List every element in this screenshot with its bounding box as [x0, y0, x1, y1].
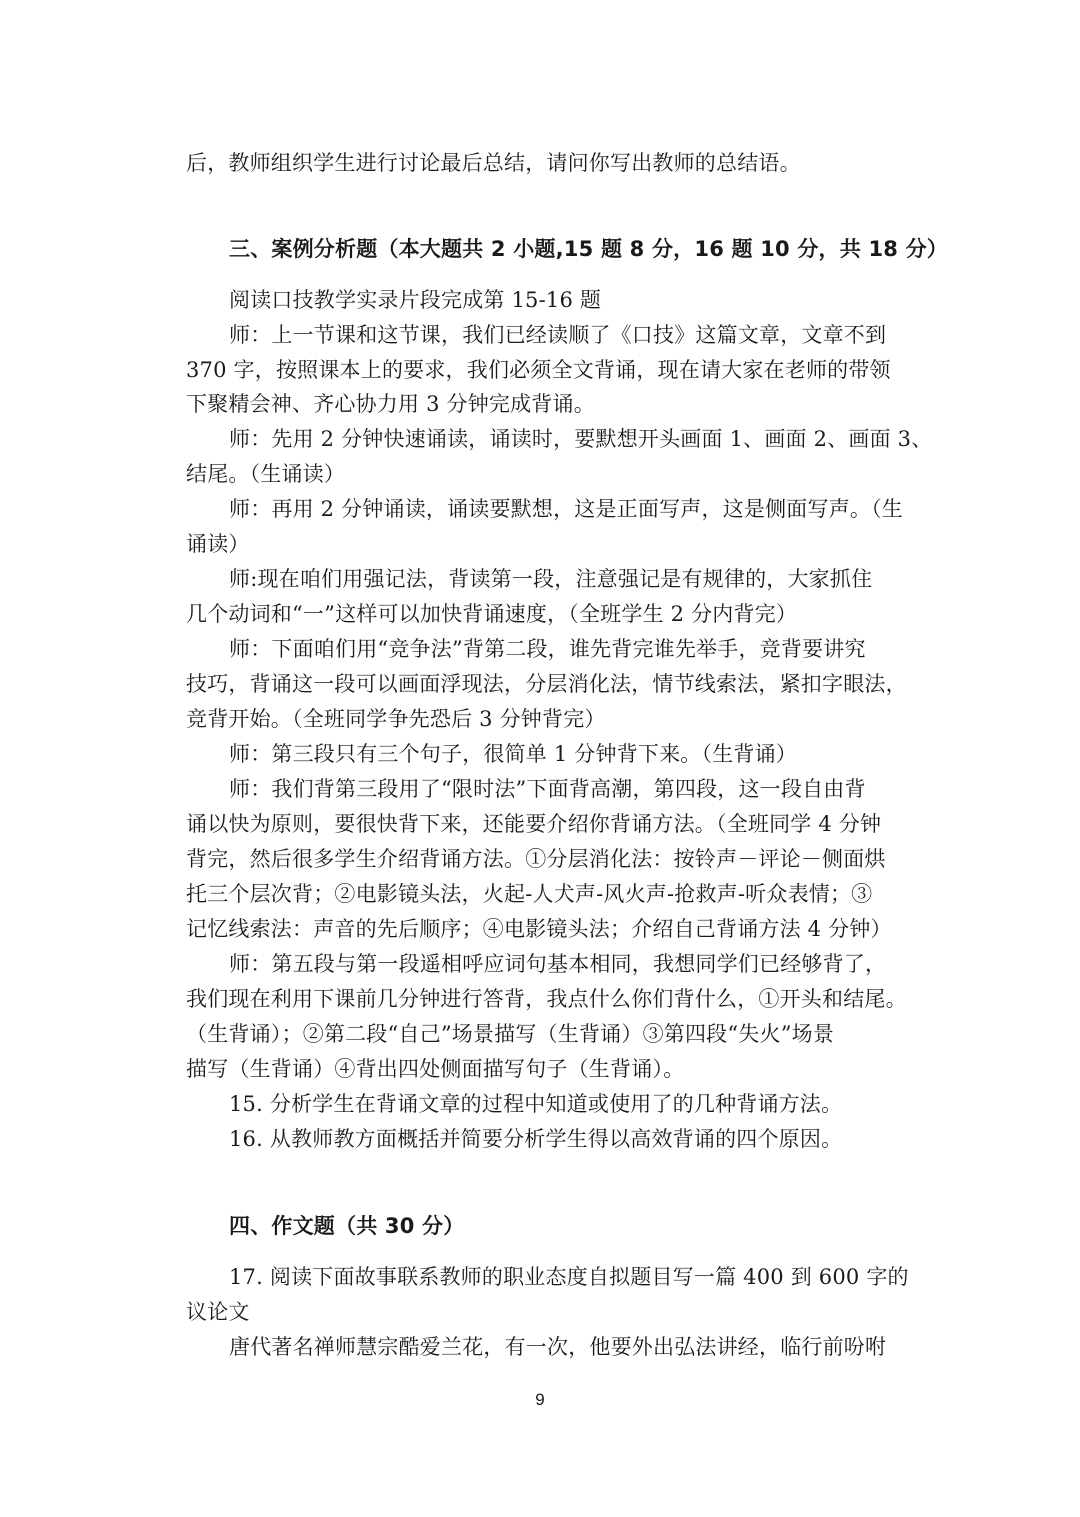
text-line: 竞背开始。（全班同学争先恐后 3 分钟背完） — [186, 707, 606, 731]
text-line: 描写（生背诵）④背出四处侧面描写句子（生背诵）。 — [186, 1057, 685, 1081]
text-line: 议论文 — [186, 1300, 250, 1324]
text-line: 几个动词和“一”这样可以加快背诵速度，（全班学生 2 分内背完） — [186, 602, 798, 626]
text-line: 下聚精会神、齐心协力用 3 分钟完成背诵。 — [186, 392, 595, 416]
section-heading: 三、案例分析题（本大题共 2 小题,15 题 8 分，16 题 10 分，共 18 分） — [229, 237, 949, 261]
text-line: 师：第三段只有三个句子，很简单 1 分钟背下来。（生背诵） — [229, 742, 798, 766]
text-line: 师：先用 2 分钟快速诵读，诵读时，要默想开头画面 1、画面 2、画面 3、 — [229, 427, 933, 451]
text-line: 370 字，按照课本上的要求，我们必须全文背诵，现在请大家在老师的带领 — [186, 358, 891, 382]
question-17: 17. 阅读下面故事联系教师的职业态度自拟题目写一篇 400 到 600 字的 — [229, 1265, 909, 1289]
text-line: 后，教师组织学生进行讨论最后总结，请问你写出教师的总结语。 — [186, 151, 801, 175]
text-line: 师:现在咱们用强记法，背读第一段，注意强记是有规律的，大家抓住 — [229, 567, 873, 591]
text-line: 记忆线索法：声音的先后顺序；④电影镜头法；介绍自己背诵方法 4 分钟） — [186, 917, 892, 941]
text-line: 师：我们背第三段用了“限时法”下面背高潮，第四段，这一段自由背 — [229, 777, 866, 801]
text-line: 结尾。（生诵读） — [186, 462, 346, 486]
text-line: 阅读口技教学实录片段完成第 15-16 题 — [229, 288, 602, 312]
question-16: 16. 从教师教方面概括并简要分析学生得以高效背诵的四个原因。 — [229, 1127, 843, 1151]
text-line: 唐代著名禅师慧宗酷爱兰花，有一次，他要外出弘法讲经，临行前吩咐 — [229, 1335, 887, 1359]
text-line: 师：下面咱们用“竞争法”背第二段，谁先背完谁先举手，竞背要讲究 — [229, 637, 866, 661]
text-line: 技巧，背诵这一段可以画面浮现法，分层消化法，情节线索法，紧扣字眼法， — [186, 672, 907, 696]
text-line: 师：再用 2 分钟诵读，诵读要默想，这是正面写声，这是侧面写声。（生 — [229, 497, 904, 521]
text-line: 师：上一节课和这节课，我们已经读顺了《口技》这篇文章，文章不到 — [229, 323, 887, 347]
text-line: 师：第五段与第一段遥相呼应词句基本相同，我想同学们已经够背了， — [229, 952, 887, 976]
page-number: 9 — [535, 1390, 545, 1409]
section-heading: 四、作文题（共 30 分） — [229, 1214, 465, 1238]
text-line: 背完，然后很多学生介绍背诵方法。①分层消化法：按铃声－评论－侧面烘 — [186, 847, 886, 871]
text-line: 诵读） — [186, 532, 250, 556]
question-15: 15. 分析学生在背诵文章的过程中知道或使用了的几种背诵方法。 — [229, 1092, 843, 1116]
text-line: 诵以快为原则，要很快背下来，还能要介绍你背诵方法。（全班同学 4 分钟 — [186, 812, 882, 836]
text-line: 托三个层次背；②电影镜头法，火起-人犬声-风火声-抢救声-听众表情；③ — [186, 882, 873, 906]
text-line: 我们现在利用下课前几分钟进行答背，我点什么你们背什么，①开头和结尾。 — [186, 987, 907, 1011]
text-line: （生背诵）；②第二段“自己”场景描写（生背诵）③第四段“失火”场景 — [186, 1022, 835, 1046]
